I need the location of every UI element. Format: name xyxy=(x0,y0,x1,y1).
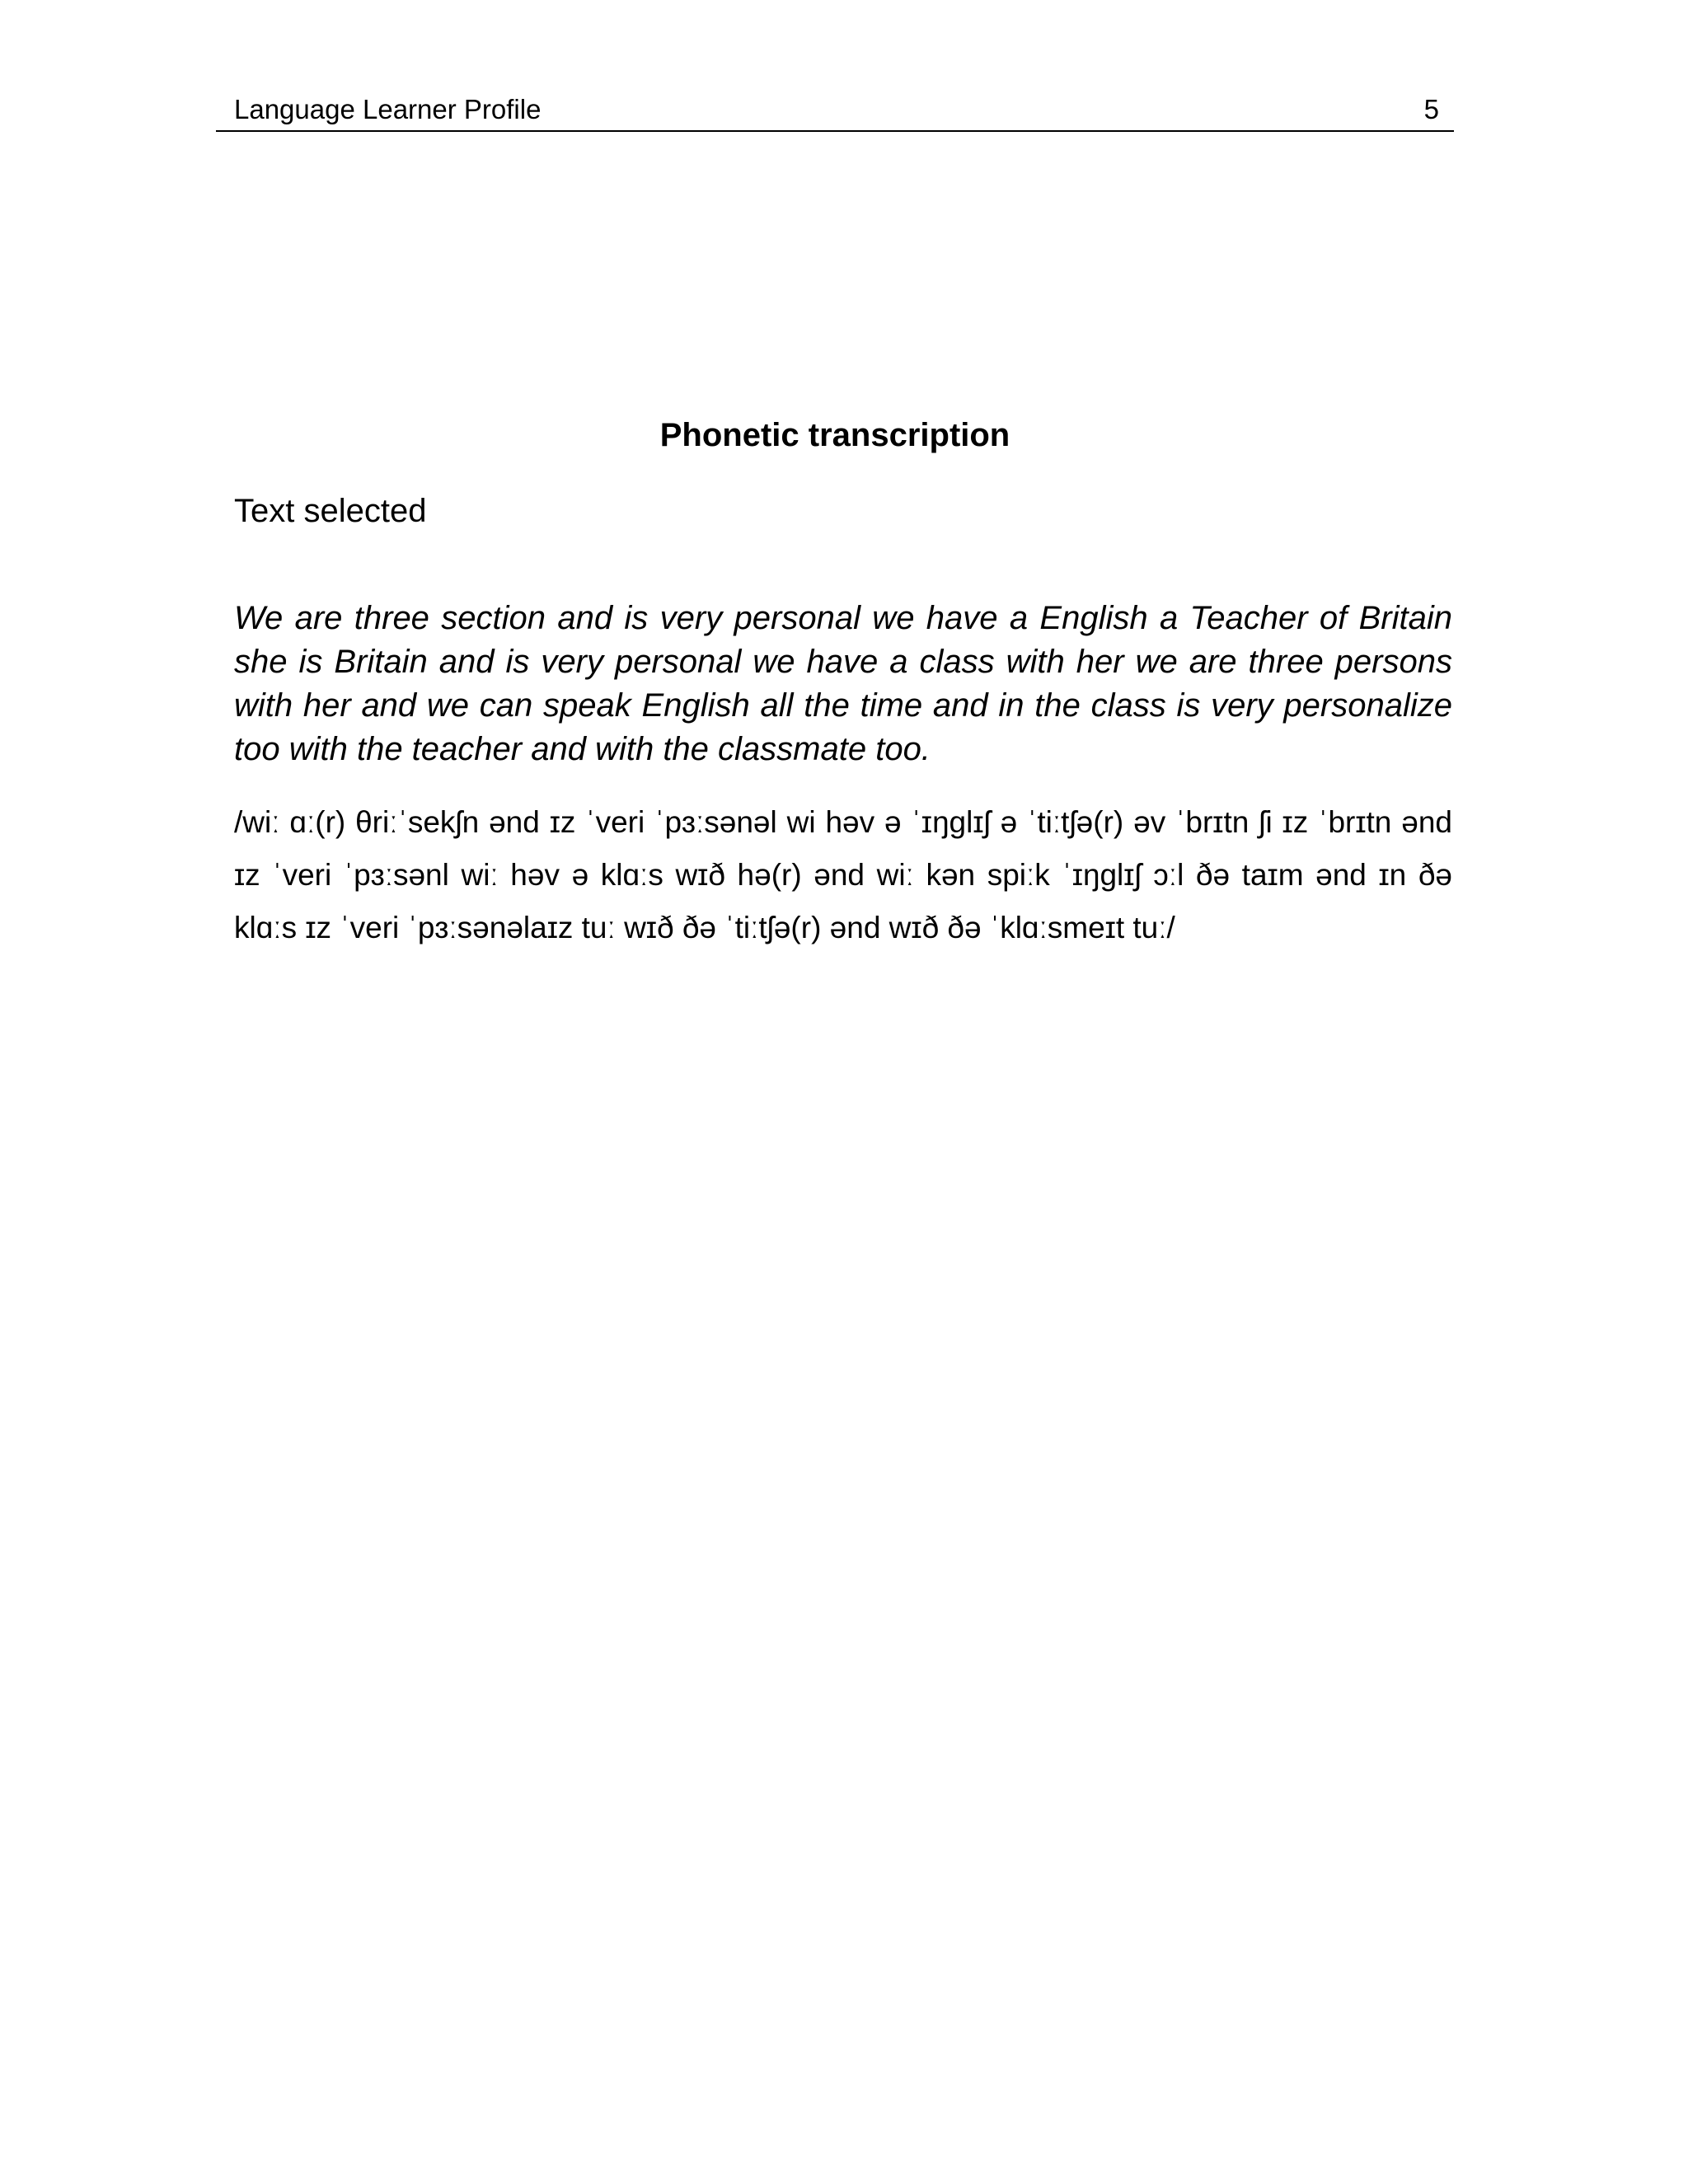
phonetic-transcription-paragraph: /wiː ɑː(r) θriːˈsekʃn ənd ɪz ˈveri ˈpɜːsənəl wi həv ə ˈɪŋglɪʃ ə ˈtiːtʃə(r) əv ˈbrɪtn ʃi ɪz ˈbrɪtn ənd ɪz ˈveri ˈpɜːsənl wiː həv ə klɑːs wɪð hə(r) ənd wiː kən spiːk ˈɪŋglɪʃ ɔːl ðə taɪm ənd ɪn ðə klɑːs ɪz ˈveri ˈpɜːsənəlaɪz tuː wɪð ðə ˈtiːtʃə(r) ənd wɪð ðə ˈklɑːsmeɪt tuː/ xyxy=(234,805,1452,944)
running-header xyxy=(216,92,1454,132)
selected-text-paragraph: We are three section and is very personal we have a English a Teacher of Britain she is Britain and is very personal we have a class with her we are three persons with her and we can speak English all the time and in the class is very personalize too with the teacher and with the classmate too. xyxy=(234,600,1452,767)
page-number: 5 xyxy=(1423,94,1439,124)
header-title: Language Learner Profile xyxy=(234,94,542,124)
text-selected-label: Text selected xyxy=(234,493,427,529)
section-heading: Phonetic transcription xyxy=(659,417,1010,453)
